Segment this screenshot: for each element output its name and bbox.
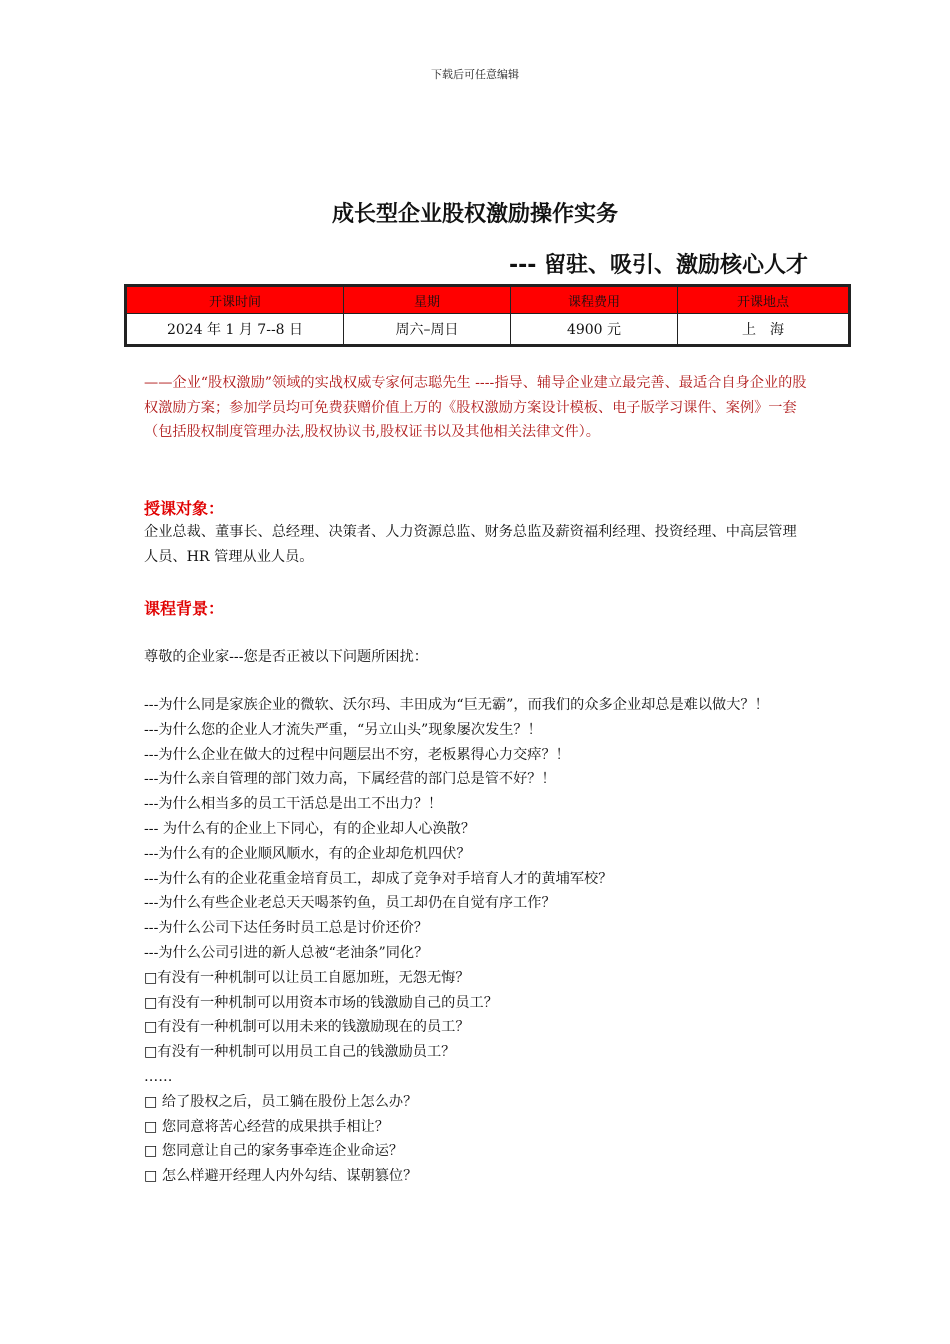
list-item: …… xyxy=(144,1068,173,1085)
header-cell-weekday: 星期 xyxy=(344,287,511,314)
intro-paragraph: ——企业“股权激励”领域的实战权威专家何志聪先生 ----指导、辅导企业建立最完善、最适合自身企业的股权激励方案；参加学员均可免费获赠价值上万的《股权激励方案设计模板、电子版学习课件、案例》一套（包括股权制度管理办法,股权协议书,股权证书以及其他相关法律文件）。 xyxy=(144,375,807,440)
list-item: --- 为什么有的企业上下同心，有的企业却人心涣散？ xyxy=(144,820,476,837)
background-heading: 课程背景： xyxy=(144,599,225,618)
list-item: □ 给了股权之后，员工躺在股份上怎么办？ xyxy=(144,1093,418,1110)
audience-heading: 授课对象： xyxy=(144,499,225,518)
list-item: □ 您同意将苦心经营的成果拱手相让？ xyxy=(144,1118,389,1135)
list-item: ---为什么公司下达任务时员工总是讨价还价？ xyxy=(144,920,428,937)
value-cell-fee: 4900 元 xyxy=(511,314,678,345)
list-item: ---为什么您的企业人才流失严重，“另立山头”现象屡次发生？！ xyxy=(144,721,542,738)
page-subtitle: --- 留驻、吸引、激励核心人才 xyxy=(508,253,808,278)
course-info-value-row xyxy=(127,314,849,345)
list-item: ---为什么有的企业花重金培育员工，却成了竞争对手培育人才的黄埔军校？ xyxy=(144,870,613,887)
header-cell-fee: 课程费用 xyxy=(511,287,678,314)
list-item: ---为什么同是家族企业的微软、沃尔玛、丰田成为“巨无霸”，而我们的众多企业却总是难以做大？！ xyxy=(144,697,769,713)
value-cell-time: 2024 年 1 月 7--8 日 xyxy=(127,314,344,345)
list-item: □ 怎么样避开经理人内外勾结、谋朝篡位？ xyxy=(144,1168,418,1185)
list-item: □有没有一种机制可以让员工自愿加班，无怨无悔？ xyxy=(144,969,470,986)
background-lead: 尊敬的企业家---您是否正被以下问题所困扰： xyxy=(144,649,428,665)
header-note: 下载后可任意编辑 xyxy=(431,68,519,81)
list-item: □有没有一种机制可以用员工自己的钱激励员工？ xyxy=(144,1044,456,1061)
course-info-table xyxy=(126,286,849,345)
question-list xyxy=(144,693,809,1189)
list-item: □ 您同意让自己的家务事牵连企业命运？ xyxy=(144,1143,404,1160)
list-item: ---为什么相当多的员工干活总是出工不出力？！ xyxy=(144,796,443,813)
list-item: ---为什么公司引进的新人总被“老油条”同化？ xyxy=(144,944,429,961)
list-item: □有没有一种机制可以用资本市场的钱激励自己的员工？ xyxy=(144,994,498,1011)
page-title: 成长型企业股权激励操作实务 xyxy=(331,202,618,227)
value-cell-location: 上 海 xyxy=(678,314,849,345)
audience-text: 企业总裁、董事长、总经理、决策者、人力资源总监、财务总监及薪资福利经理、投资经理、中高层管理人员、HR 管理从业人员。 xyxy=(144,524,797,565)
course-info-header-row xyxy=(127,287,849,314)
list-item: ---为什么有些企业老总天天喝茶钓鱼，员工却仍在自觉有序工作？ xyxy=(144,895,556,912)
list-item: ---为什么企业在做大的过程中问题层出不穷，老板累得心力交瘁？！ xyxy=(144,746,570,763)
header-cell-time: 开课时间 xyxy=(127,287,344,314)
list-item: ---为什么亲自管理的部门效力高，下属经营的部门总是管不好？！ xyxy=(144,771,556,788)
header-cell-location: 开课地点 xyxy=(678,287,849,314)
list-item: ---为什么有的企业顺风顺水，有的企业却危机四伏？ xyxy=(144,845,471,862)
list-item: □有没有一种机制可以用未来的钱激励现在的员工？ xyxy=(144,1019,470,1036)
value-cell-weekday: 周六–周日 xyxy=(344,314,511,345)
